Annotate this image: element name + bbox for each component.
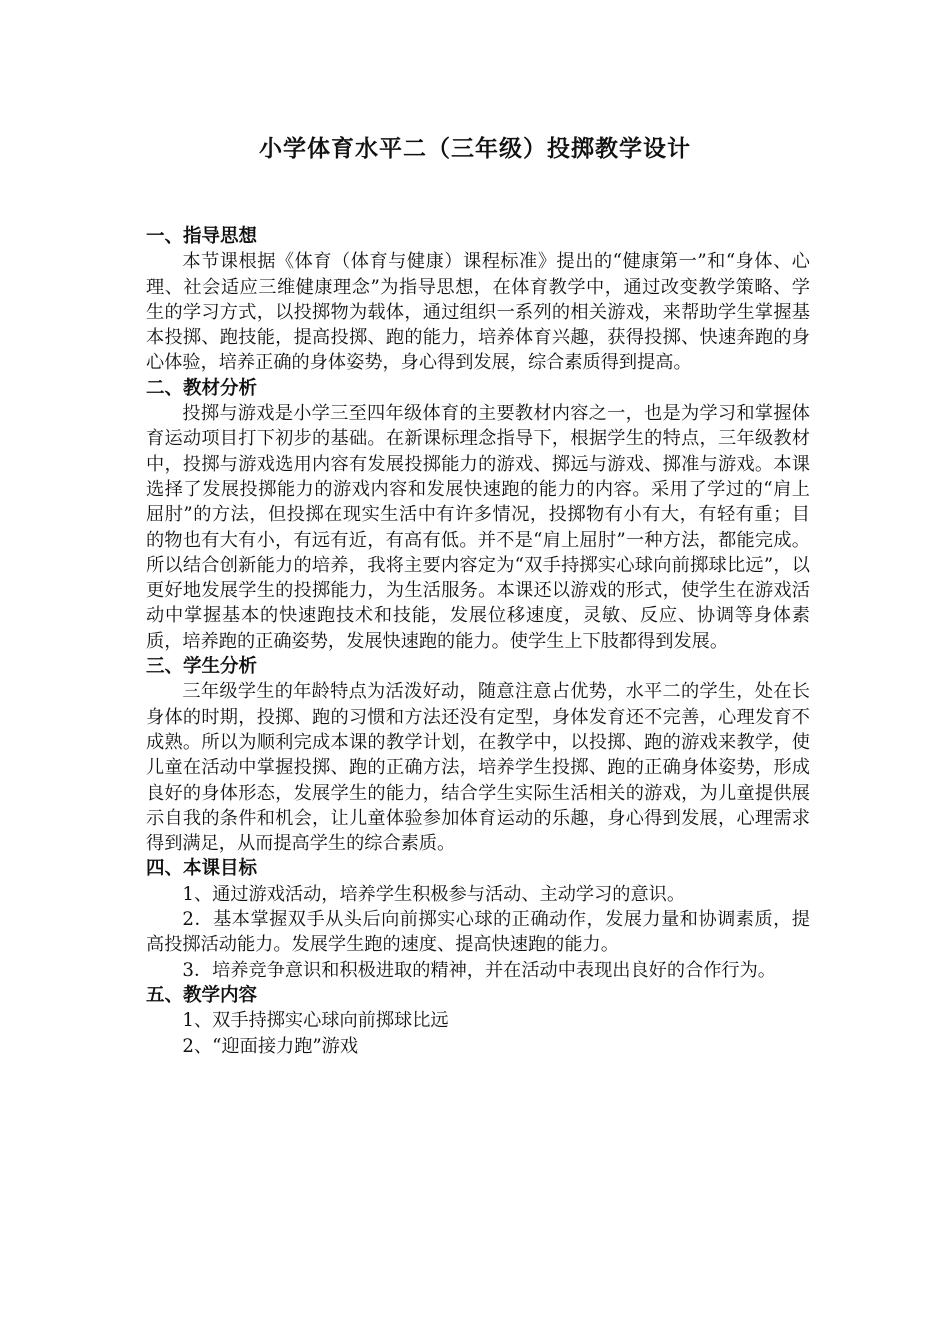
paragraph: 投掷与游戏是小学三至四年级体育的主要教材内容之一，也是为学习和掌握体育运动项目打下初步的基础。在新课标理念指导下，根据学生的特点，三年级教材中，投掷与游戏选用内容有发展投掷能力的游戏、掷远与游戏、掷准与游戏。本课选择了发展投掷能力的游戏内容和发展快速跑的能力的内容。采用了学过的“肩上屈肘”的方法，但投掷在现实生活中有许多情况，投掷物有小有大，有轻有重；目的物也有大有小，有远有近，有高有低。并不是“肩上屈肘”一种方法，都能完成。所以结合创新能力的培养，我将主要内容定为“双手持掷实心球向前掷球比远”，以更好地发展学生的投掷能力，为生活服务。本课还以游戏的形式，使学生在游戏活动中掌握基本的快速跑技术和技能，发展位移速度，灵敏、反应、协调等身体素质，培养跑的正确姿势，发展快速跑的能力。使学生上下肢都得到发展。: [146, 403, 810, 652]
section-guiding-ideology: [146, 224, 810, 376]
section-lesson-goals: [146, 856, 810, 982]
section-heading: 二、教材分析: [146, 377, 258, 399]
content-item: 2、“迎面接力跑”游戏: [182, 1035, 359, 1057]
section-heading: 四、本课目标: [146, 858, 258, 880]
paragraph: 本节课根据《体育（体育与健康）课程标准》提出的“健康第一”和“身体、心理、社会适应三维健康理念”为指导思想，在体育教学中，通过改变教学策略、学生的学习方式，以投掷物为载体，通过组织一系列的相关游戏，来帮助学生掌握基本投掷、跑技能，提高投掷、跑的能力，培养体育兴趣，获得投掷、快速奔跑的身心体验，培养正确的身体姿势，身心得到发展，综合素质得到提高。: [146, 251, 810, 374]
content-item: 1、双手持掷实心球向前掷球比远: [182, 1010, 449, 1032]
paragraph: 三年级学生的年龄特点为活泼好动，随意注意占优势，水平二的学生，处在长身体的时期，投掷、跑的习惯和方法还没有定型，身体发育还不完善，心理发育不成熟。所以为顺利完成本课的教学计划，在教学中，以投掷、跑的游戏来教学，使儿童在活动中掌握投掷、跑的正确方法，培养学生投掷、跑的正确身体姿势，形成良好的身体形态，发展学生的能力，结合学生实际生活相关的游戏，为儿童提供展示自我的条件和机会，让儿童体验参加体育运动的乐趣，身心得到发展，心理需求得到满足，从而提高学生的综合素质。: [146, 681, 810, 855]
section-teaching-content: [146, 983, 810, 1059]
section-student-analysis: [146, 654, 810, 856]
document-body: [146, 224, 810, 1059]
goal-item: 3．培养竞争意识和积极进取的精神，并在活动中表现出良好的合作行为。: [182, 959, 776, 981]
goal-item: 1、通过游戏活动，培养学生积极参与活动、主动学习的意识。: [182, 883, 686, 905]
goal-item: 2．基本掌握双手从头后向前掷实心球的正确动作，发展力量和协调素质，提高投掷活动能力。发展学生跑的速度、提高快速跑的能力。: [146, 909, 810, 956]
section-heading: 一、指导思想: [146, 226, 258, 247]
section-heading: 五、教学内容: [146, 984, 258, 1006]
section-material-analysis: [146, 376, 810, 654]
document-title: 小学体育水平二（三年级）投掷教学设计: [259, 135, 691, 162]
section-heading: 三、学生分析: [146, 656, 258, 678]
